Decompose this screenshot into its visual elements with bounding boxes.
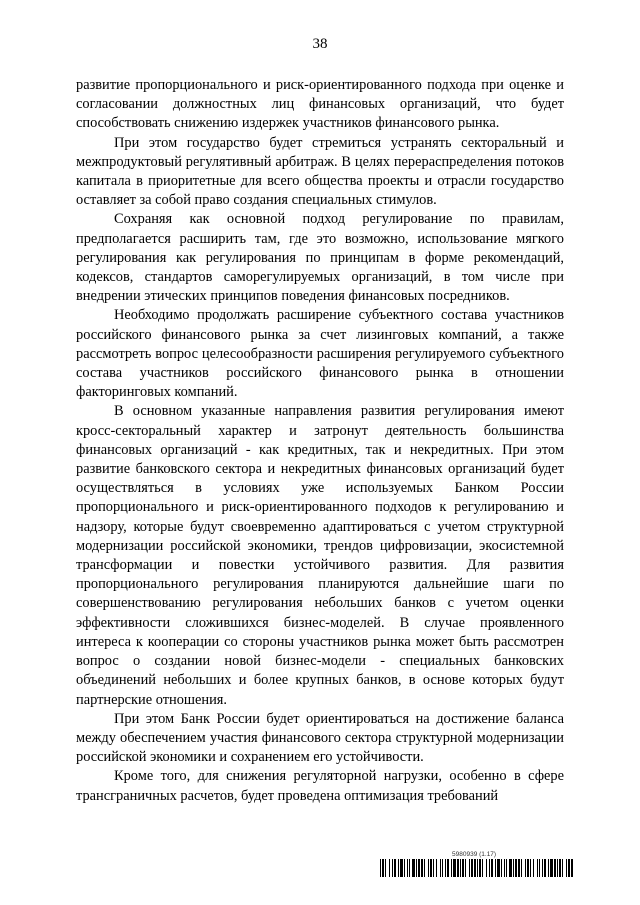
paragraph-1: развитие пропорционального и риск-ориентированного подхода при оценке и согласовании должностных лиц финансовых организаций, что будет способствовать снижению издержек участников финансового рынка.: [76, 77, 564, 132]
document-code: 5980939 (1.17): [452, 851, 497, 858]
barcode: [380, 859, 574, 877]
paragraph-6: При этом Банк России будет ориентироваться на достижение баланса между обеспечением участия финансового сектора структурной модернизации российской экономики и сохранением его устойчивости.: [76, 710, 564, 766]
paragraph-5: В основном указанные направления развития регулирования имеют кросс-секторальный характер и затронут деятельность большинства финансовых организаций - как кредитных, так и некредитных. При этом развитие банковского сектора и некредитных финансовых организаций будет осуществляться в условиях уже используемых Банком России пропорционального и риск-ориентированного подходов к регулированию и надзору, которые будут своевременно адаптироваться с учетом структурной модернизации российской экономики, трендов цифровизации, экосистемной трансформации и повестки устойчивого развития. Для развития пропорционального регулирования планируются дальнейшие шаги по совершенствованию регулирования небольших банков с учетом оценки эффективности сложившихся бизнес-моделей. В случае проявленного интереса к кооперации со стороны участников рынка может быть рассмотрен вопрос о создании новой бизнес-модели - специальных банковских объединений небольших и более крупных банков, в основе которых будут партнерские отношения.: [76, 403, 564, 708]
paragraph-7: Кроме того, для снижения регуляторной нагрузки, особенно в сфере трансграничных расчетов, будет проведена оптимизация требований: [76, 768, 564, 804]
page-number: 38: [312, 36, 328, 52]
paragraph-2: При этом государство будет стремиться устранять секторальный и межпродуктовый регулятивный арбитраж. В целях перераспределения потоков капитала в приоритетные для всего общества проекты и отрасли государство оставляет за собой право создания специальных стимулов.: [76, 134, 564, 209]
paragraph-4: Необходимо продолжать расширение субъектного состава участников российского финансового рынка за счет лизинговых компаний, а также рассмотреть вопрос целесообразности расширения регулируемого субъектного состава участников российского финансового рынка в отношении факторинговых компаний.: [76, 307, 564, 401]
document-body: [76, 76, 564, 806]
paragraph-3: Сохраняя как основной подход регулирование по правилам, предполагается расширить там, где это возможно, использование мягкого регулирования как регулирования по принципам в форме рекомендаций, кодексов, стандартов саморегулируемых организаций, в том числе при внедрении этических принципов поведения финансовых посредников.: [76, 211, 564, 305]
